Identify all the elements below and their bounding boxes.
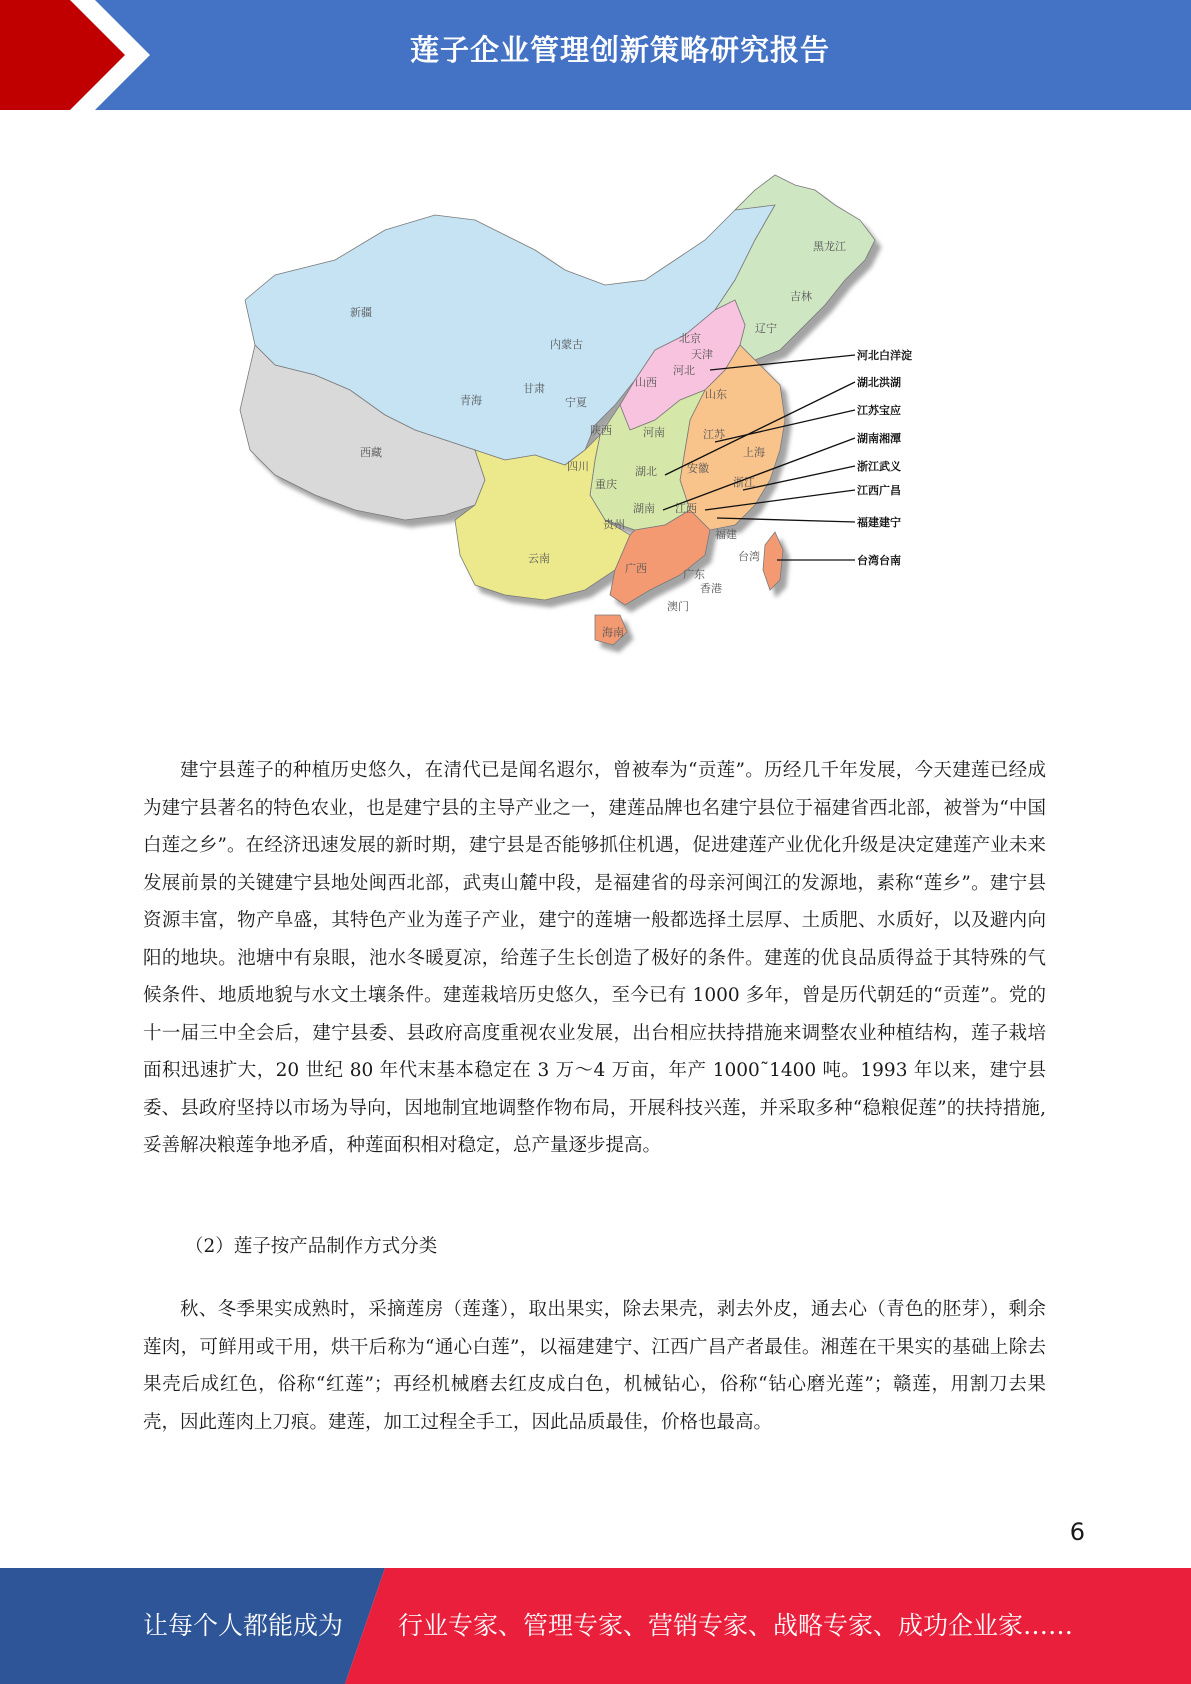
map-label-anhui: 安徽	[687, 462, 709, 475]
map-svg	[235, 160, 945, 705]
callout-hebei-baiyangdian: 河北白洋淀	[857, 349, 912, 362]
map-label-shandong: 山东	[705, 388, 727, 401]
map-label-gansu: 甘肃	[523, 382, 545, 395]
callout-hunan-xiangtan: 湖南湘潭	[857, 432, 901, 445]
paragraph-jianning-history: 建宁县莲子的种植历史悠久，在清代已是闻名遐尔，曾被奉为“贡莲”。历经几千年发展，今天建莲已经成为建宁县著名的特色农业，也是建宁县的主导产业之一，建莲品牌也名建宁县位于福建省西北部，被誉为“中国白莲之乡”。在经济迅速发展的新时期，建宁县是否能够抓住机遇，促进建莲产业优化升级是决定建莲产业未来发展前景的关键建宁县地处闽西北部，武夷山麓中段，是福建省的母亲河闽江的发源地，素称“莲乡”。建宁县资源丰富，物产阜盛，其特色产业为莲子产业，建宁的莲塘一般都选择土层厚、土质肥、水质好，以及避内向阳的地块。池塘中有泉眼，池水冬暖夏凉，给莲子生长创造了极好的条件。建莲的优良品质得益于其特殊的气候条件、地质地貌与水文土壤条件。建莲栽培历史悠久，至今已有 1000 多年，曾是历代朝廷的“贡莲”。党的十一届三中全会后，建宁县委、县政府高度重视农业发展，出台相应扶持措施来调整农业种植结构，莲子栽培面积迅速扩大，20 世纪 80 年代末基本稳定在 3 万～4 万亩，年产 1000˜1400 吨。1993 年以来，建宁县委、县政府坚持以市场为导向，因地制宜地调整作物布局，开展科技兴莲，并采取多种“稳粮促莲”的扶持措施,妥善解决粮莲争地矛盾，种莲面积相对稳定，总产量逐步提高。	[143, 760, 1046, 1156]
map-label-jiangxi: 江西	[675, 502, 697, 515]
map-label-xinjiang: 新疆	[350, 306, 372, 319]
map-label-innermongolia: 内蒙古	[550, 338, 583, 351]
footer-slogan-right: 行业专家、管理专家、营销专家、战略专家、成功企业家……	[398, 1611, 1074, 1640]
map-label-macau: 澳门	[667, 600, 689, 613]
map-label-ningxia: 宁夏	[565, 396, 587, 409]
map-label-shaanxi: 陕西	[590, 424, 612, 437]
map-label-qinghai: 青海	[460, 394, 482, 407]
map-label-fujian: 福建	[715, 528, 737, 541]
map-label-henan: 河南	[643, 426, 665, 439]
map-label-hubei: 湖北	[635, 465, 657, 478]
region-taiwan	[763, 532, 783, 590]
china-lotus-map	[235, 160, 945, 705]
section-subheading: （2）莲子按产品制作方式分类	[185, 1236, 438, 1257]
map-label-guangdong: 广东	[683, 568, 705, 581]
map-label-hebei: 河北	[673, 364, 695, 377]
page-header	[0, 0, 1191, 110]
callout-taiwan-tainan: 台湾台南	[857, 554, 901, 567]
map-label-sichuan: 四川	[567, 460, 589, 473]
document-title: 莲子企业管理创新策略研究报告	[409, 33, 830, 67]
map-label-tibet: 西藏	[360, 446, 382, 459]
map-label-taiwan: 台湾	[738, 550, 760, 563]
callout-jiangsu-baoying: 江苏宝应	[857, 404, 901, 417]
map-label-chongqing: 重庆	[595, 478, 617, 491]
map-label-jiangsu: 江苏	[703, 428, 725, 441]
map-label-beijing: 北京	[679, 332, 701, 345]
callout-fujian-jianning: 福建建宁	[857, 516, 901, 529]
callout-hubei-honghu: 湖北洪湖	[857, 376, 901, 389]
footer-slogan-left: 让每个人都能成为	[143, 1611, 344, 1640]
map-label-yunnan: 云南	[528, 552, 550, 565]
map-label-liaoning: 辽宁	[755, 322, 777, 335]
map-label-heilongjiang: 黑龙江	[813, 240, 846, 253]
callout-jiangxi-guangchang: 江西广昌	[857, 484, 901, 497]
map-label-shanxi: 山西	[635, 376, 657, 389]
map-label-tianjin: 天津	[691, 348, 713, 361]
map-label-jilin: 吉林	[790, 290, 812, 303]
callout-zhejiang-wuyi: 浙江武义	[857, 460, 901, 473]
paragraph-processing-methods: 秋、冬季果实成熟时，采摘莲房（莲蓬），取出果实，除去果壳，剥去外皮，通去心（青色的胚芽），剩余莲肉，可鲜用或干用，烘干后称为“通心白莲”，以福建建宁、江西广昌产者最佳。湘莲在干果实的基础上除去果壳后成红色，俗称“红莲”；再经机械磨去红皮成白色，机械钻心，俗称“钻心磨光莲”；赣莲，用割刀去果壳，因此莲肉上刀痕。建莲，加工过程全手工，因此品质最佳，价格也最高。	[143, 1299, 1046, 1433]
page-footer	[0, 1568, 1191, 1684]
map-label-hunan: 湖南	[633, 502, 655, 515]
map-label-guangxi: 广西	[625, 562, 647, 575]
map-label-hainan: 海南	[602, 626, 624, 639]
map-label-shanghai: 上海	[743, 446, 765, 459]
page-number: 6	[1069, 1518, 1085, 1546]
map-label-guizhou: 贵州	[603, 518, 625, 531]
map-label-zhejiang: 浙江	[733, 476, 755, 489]
map-label-hongkong: 香港	[700, 582, 722, 595]
